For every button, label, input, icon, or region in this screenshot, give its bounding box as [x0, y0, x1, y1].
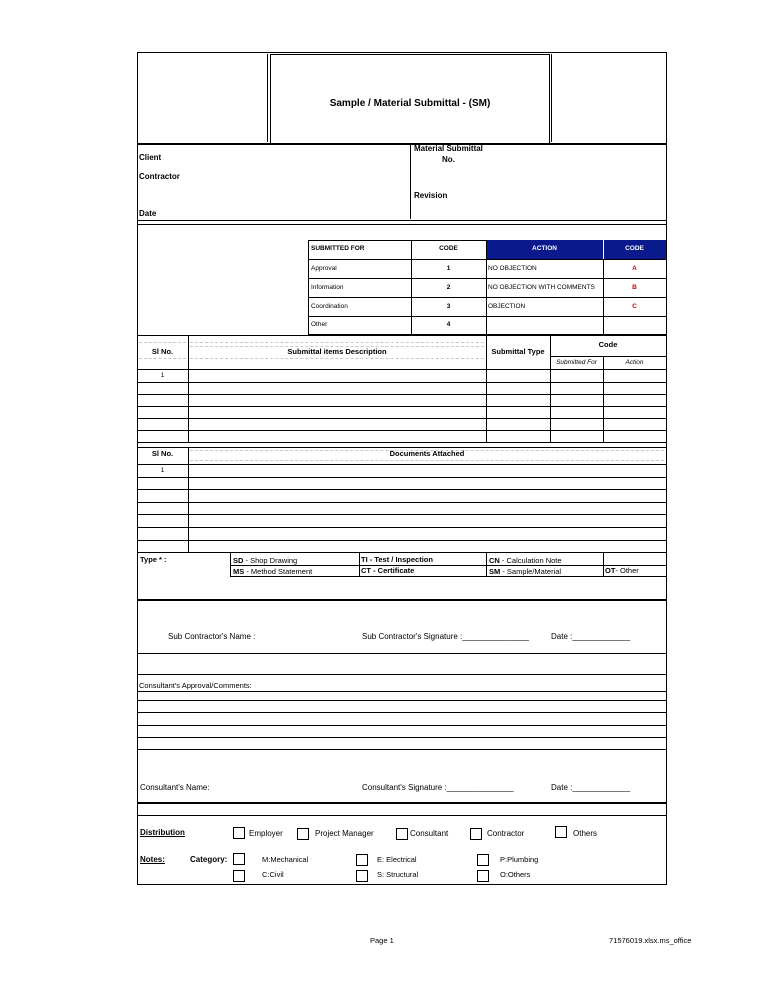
- category-civil-label: C:Civil: [262, 870, 284, 879]
- consultant-date-label: Date :_____________: [551, 783, 631, 792]
- submitted-for-information: Information: [311, 284, 344, 291]
- divider: [137, 224, 666, 225]
- type-ot: OT- Other: [605, 566, 639, 575]
- category-structural-checkbox[interactable]: [356, 870, 368, 882]
- category-mechanical-checkbox[interactable]: [233, 853, 245, 865]
- category-structural-label: S: Structural: [377, 870, 419, 879]
- category-electrical-label: E: Electrical: [377, 855, 417, 864]
- code-1: 1: [446, 265, 451, 272]
- type-ti: TI - Test / Inspection: [361, 555, 433, 564]
- action-no-objection-with-comments: NO OBJECTION WITH COMMENTS: [488, 284, 595, 291]
- submittal-no-label: No.: [442, 155, 455, 164]
- submittal-type-header: Submittal Type: [491, 347, 545, 356]
- type-label: Type * :: [140, 555, 167, 564]
- form-title: Sample / Material Submittal - (SM): [329, 98, 491, 109]
- action-code-a: A: [632, 265, 637, 272]
- items-action-sub: Action: [625, 359, 644, 366]
- distribution-employer-checkbox[interactable]: [233, 827, 245, 839]
- distribution-others-checkbox[interactable]: [555, 826, 567, 838]
- category-electrical-checkbox[interactable]: [356, 854, 368, 866]
- category-others-checkbox[interactable]: [477, 870, 489, 882]
- action-objection: OBJECTION: [488, 303, 526, 310]
- action-no-objection: NO OBJECTION: [488, 265, 537, 272]
- type-ct: CT - Certificate: [361, 566, 415, 575]
- action-code-header: CODE: [625, 245, 644, 252]
- logo-box-right: [551, 54, 665, 142]
- code-2: 2: [446, 284, 451, 291]
- contractor-label: Contractor: [139, 172, 180, 181]
- submitted-for-header: SUBMITTED FOR: [311, 245, 365, 252]
- type-sd: SD - Shop Drawing: [233, 556, 298, 565]
- distribution-contractor-checkbox[interactable]: [470, 828, 482, 840]
- consultant-comments-label: Consultant's Approval/Comments:: [139, 681, 252, 690]
- logo-box-left: [139, 54, 268, 142]
- distribution-contractor-label: Contractor: [487, 829, 525, 838]
- client-label: Client: [139, 153, 162, 162]
- submitted-for-approval: Approval: [311, 265, 337, 272]
- action-code-b: B: [632, 284, 637, 291]
- type-cn: CN - Calculation Note: [489, 556, 562, 565]
- distribution-label: Distribution: [140, 828, 185, 837]
- consultant-name-label: Consultant's Name:: [140, 783, 210, 792]
- items-submitted-for-sub: Submitted For: [556, 359, 597, 366]
- items-code-header: Code: [598, 340, 618, 349]
- sub-contractor-name-label: Sub Contractor's Name :: [168, 632, 256, 641]
- revision-label: Revision: [414, 191, 448, 200]
- items-sl-no-header: Sl No.: [151, 347, 174, 356]
- distribution-others-label: Others: [573, 829, 598, 838]
- distribution-project-manager-label: Project Manager: [315, 829, 374, 838]
- category-civil-checkbox[interactable]: [233, 870, 245, 882]
- category-others-label: O:Others: [500, 870, 531, 879]
- material-submittal-label: Material Submittal: [414, 144, 483, 153]
- docs-sl-no-header: Sl No.: [151, 449, 174, 458]
- category-plumbing-checkbox[interactable]: [477, 854, 489, 866]
- form-outer-frame: [137, 52, 667, 885]
- date-label: Date: [139, 209, 157, 218]
- page-number: Page 1: [370, 936, 394, 945]
- items-first-sl: 1: [160, 372, 165, 379]
- file-name: 71576019.xlsx.ms_office: [609, 936, 692, 945]
- divider: [137, 143, 666, 145]
- code-3: 3: [446, 303, 451, 310]
- submitted-for-coordination: Coordination: [311, 303, 348, 310]
- items-description-header: Submittal items Description: [287, 347, 387, 356]
- sub-contractor-signature-label: Sub Contractor's Signature :_______________: [362, 632, 529, 641]
- divider: [410, 145, 411, 219]
- code-header: CODE: [439, 245, 458, 252]
- distribution-consultant-label: Consultant: [410, 829, 449, 838]
- action-code-c: C: [632, 303, 637, 310]
- category-plumbing-label: P:Plumbing: [500, 855, 539, 864]
- submitted-for-other: Other: [311, 321, 328, 328]
- type-ms: MS - Method Statement: [233, 567, 313, 576]
- code-4: 4: [446, 321, 451, 328]
- sub-contractor-date-label: Date :_____________: [551, 632, 631, 641]
- docs-first-sl: 1: [160, 467, 165, 474]
- distribution-consultant-checkbox[interactable]: [396, 828, 408, 840]
- category-label: Category:: [190, 855, 228, 864]
- distribution-project-manager-checkbox[interactable]: [297, 828, 309, 840]
- category-mechanical-label: M:Mechanical: [262, 855, 309, 864]
- type-sm: SM - Sample/Material: [489, 567, 562, 576]
- consultant-signature-label: Consultant's Signature :_______________: [362, 783, 514, 792]
- divider: [137, 220, 666, 221]
- documents-attached-header: Documents Attached: [389, 449, 465, 458]
- distribution-employer-label: Employer: [249, 829, 283, 838]
- notes-label: Notes:: [140, 855, 165, 864]
- action-header: ACTION: [532, 245, 557, 252]
